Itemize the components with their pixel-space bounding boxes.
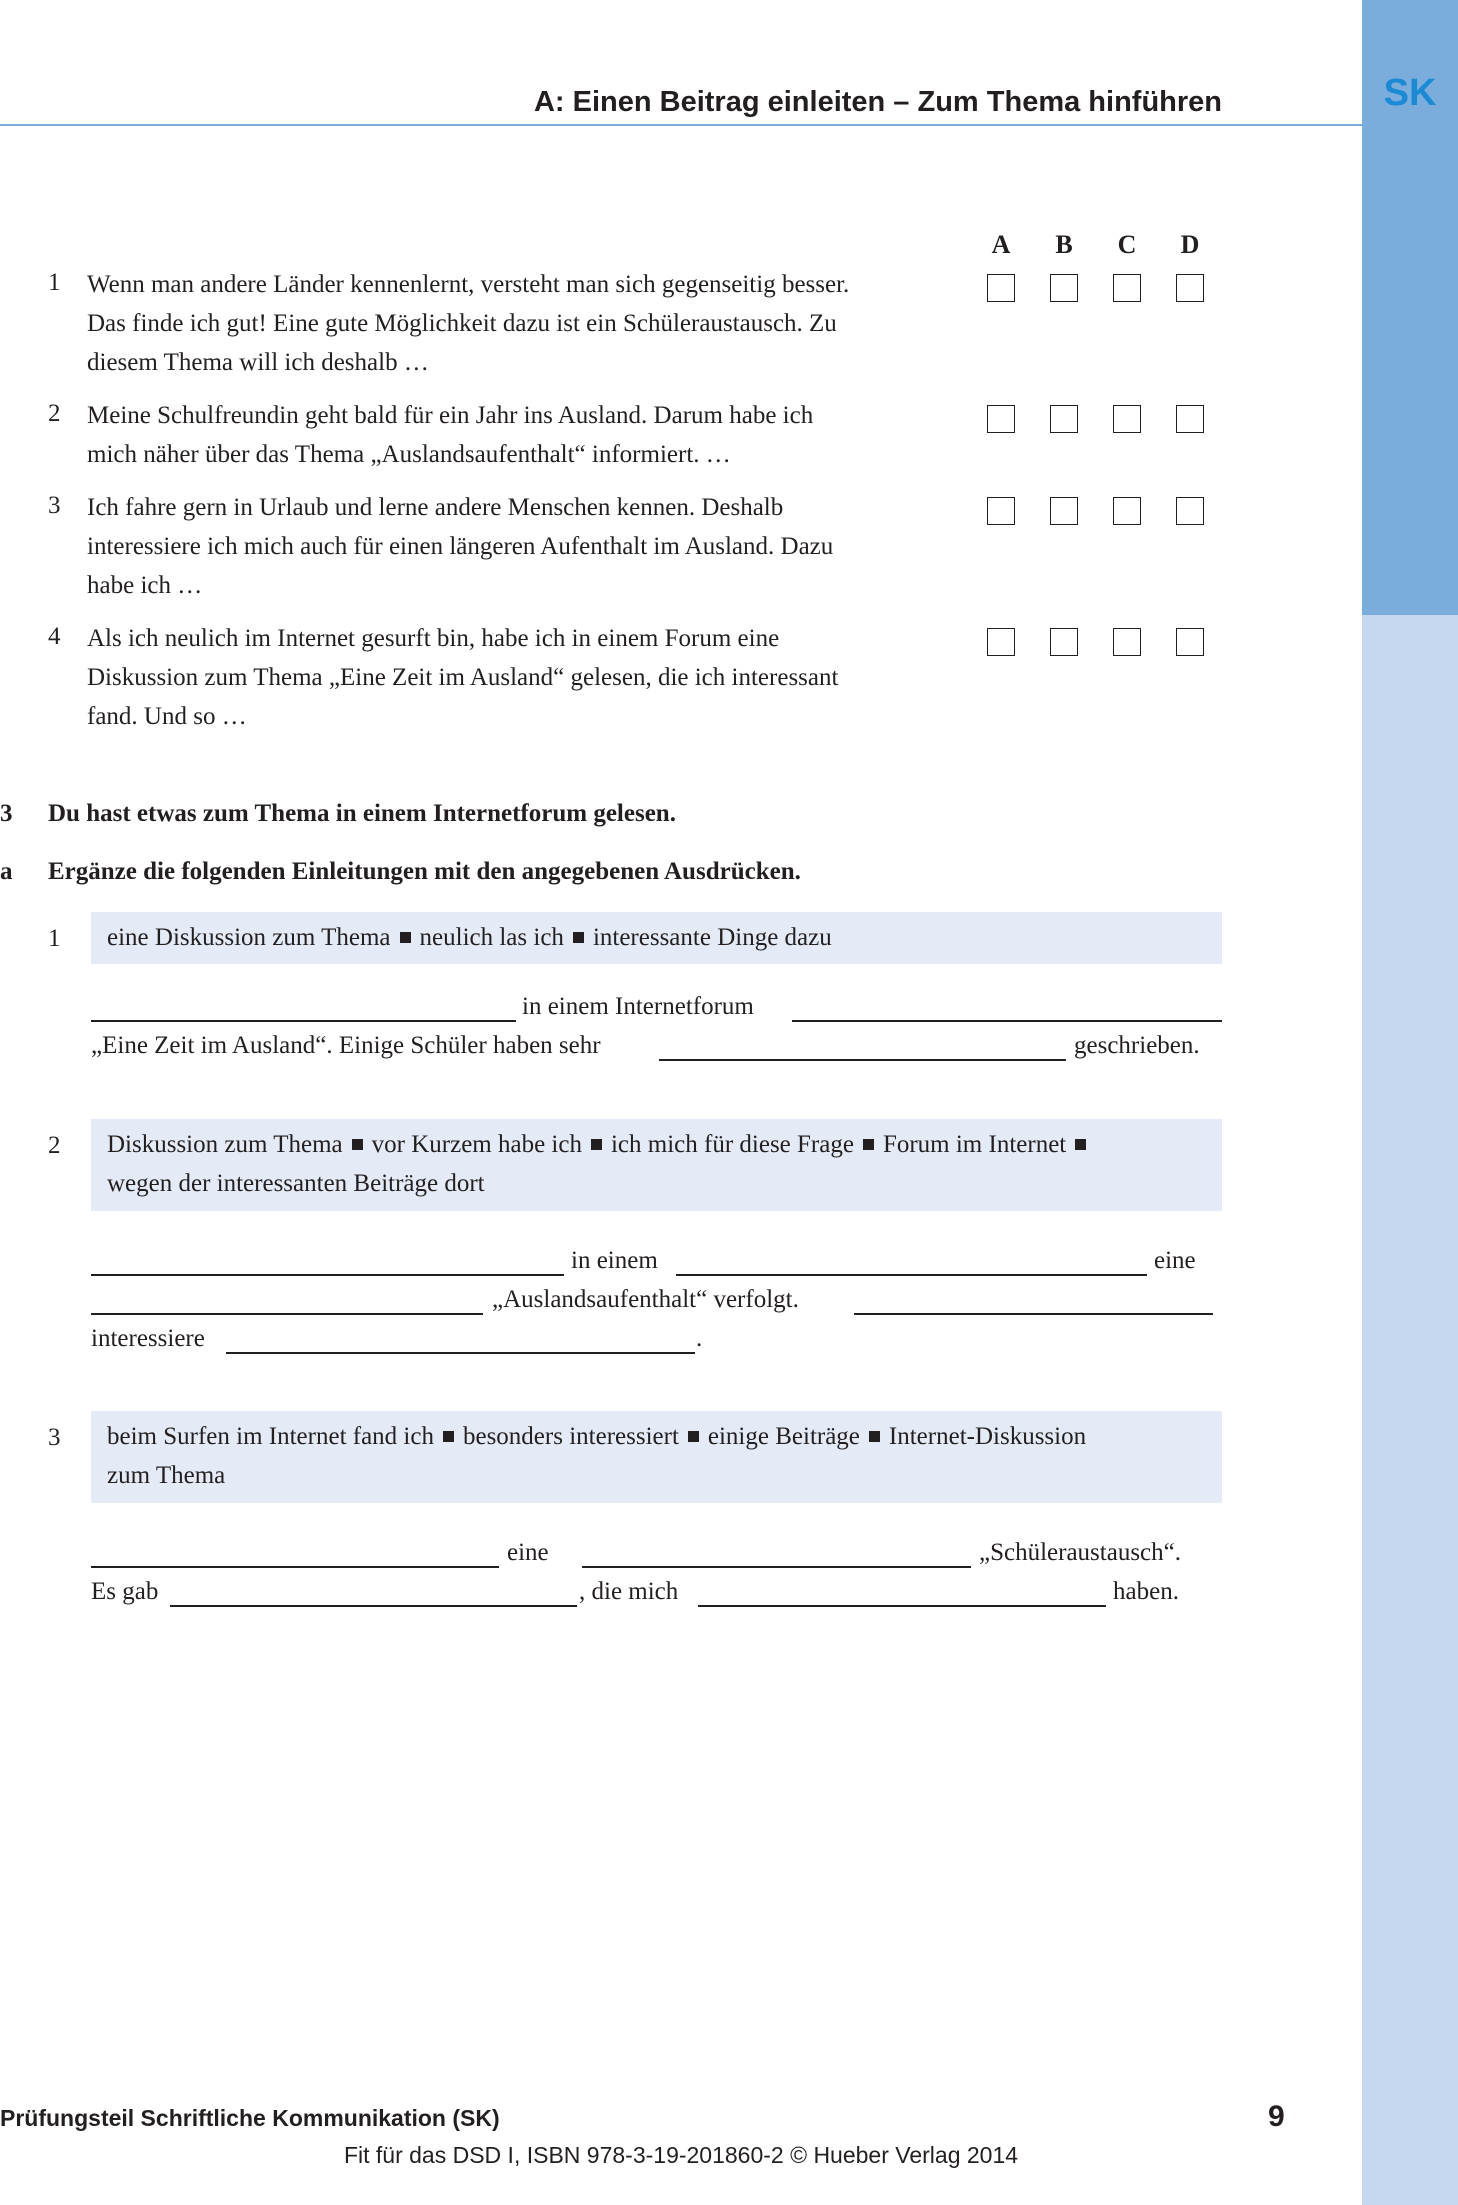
item-text: Wenn man andere Länder kennenlernt, versteht man sich gegenseitig besser. Das finde ich gut! Eine gute Möglichkeit dazu ist ein Schüleraustausch. Zu diesem Thema will ich deshalb …: [87, 271, 850, 376]
footer-isbn: Fit für das DSD I, ISBN 978-3-19-201860-2 © Hueber Verlag 2014: [343, 2142, 1019, 2168]
column-letter-b: B: [1055, 230, 1073, 259]
checkbox-3a[interactable]: [987, 497, 1015, 525]
item-number: 1: [48, 269, 61, 296]
bullet-square-icon: [573, 932, 584, 943]
checkbox-4b[interactable]: [1050, 628, 1078, 656]
bullet-square-icon: [591, 1139, 602, 1150]
item-text: Ich fahre gern in Urlaub und lerne andere Menschen kennen. Deshalb interessiere ich mich auch für einen längeren Aufenthalt im Ausland. Dazu habe ich …: [87, 494, 834, 599]
task-number: 3: [0, 800, 13, 827]
checkbox-2d[interactable]: [1176, 405, 1204, 433]
item-number: 3: [48, 492, 61, 519]
answer-blank[interactable]: [91, 1274, 564, 1276]
checkbox-4d[interactable]: [1176, 628, 1204, 656]
fill-text: „Schüleraustausch“.: [979, 1539, 1182, 1566]
checkbox-2b[interactable]: [1050, 405, 1078, 433]
fill-text: eine: [507, 1539, 549, 1566]
fill-text: in einem: [571, 1247, 658, 1274]
fill-text: „Auslandsaufenthalt“ verfolgt.: [492, 1286, 799, 1313]
checkbox-4a[interactable]: [987, 628, 1015, 656]
checkbox-4c[interactable]: [1113, 628, 1141, 656]
page-number: 9: [1268, 2100, 1285, 2133]
item-text: Meine Schulfreundin geht bald für ein Jahr ins Ausland. Darum habe ich mich näher über das Thema „Auslandsaufenthalt“ informiert. …: [87, 402, 814, 468]
answer-blank[interactable]: [170, 1605, 577, 1607]
fill-text: eine: [1154, 1247, 1196, 1274]
bullet-square-icon: [443, 1431, 454, 1442]
fill-text: in einem Internetforum: [522, 993, 754, 1020]
header-divider: [0, 124, 1362, 126]
checkbox-1d[interactable]: [1176, 274, 1204, 302]
phrase-box: Diskussion zum Thema vor Kurzem habe ich ich mich für diese Frage Forum im Internet wegen der interessanten Beiträge dort: [91, 1119, 1222, 1211]
answer-blank[interactable]: [792, 1020, 1222, 1022]
item-text: Als ich neulich im Internet gesurft bin, habe ich in einem Forum eine Diskussion zum Thema „Eine Zeit im Ausland“ gelesen, die ich interessant fand. Und so …: [87, 625, 839, 730]
phrase-box: beim Surfen im Internet fand ich besonders interessiert einige Beiträge Internet-Diskussion zum Thema: [91, 1411, 1222, 1503]
checkbox-2c[interactable]: [1113, 405, 1141, 433]
phrase-box: eine Diskussion zum Thema neulich las ich interessante Dinge dazu: [91, 912, 1222, 964]
bullet-square-icon: [863, 1139, 874, 1150]
checkbox-1c[interactable]: [1113, 274, 1141, 302]
answer-blank[interactable]: [91, 1020, 516, 1022]
answer-blank[interactable]: [659, 1059, 1066, 1061]
answer-blank[interactable]: [854, 1313, 1213, 1315]
fill-text: haben.: [1113, 1578, 1179, 1605]
fill-text: Es gab: [91, 1578, 159, 1605]
answer-blank[interactable]: [676, 1274, 1147, 1276]
answer-blank[interactable]: [226, 1352, 695, 1354]
exercise-number: 1: [48, 925, 61, 952]
answer-blank[interactable]: [582, 1566, 971, 1568]
bullet-square-icon: [400, 932, 411, 943]
footer-section: Prüfungsteil Schriftliche Kommunikation (SK): [0, 2105, 500, 2131]
item-number: 4: [48, 623, 61, 650]
section-code: SK: [1383, 72, 1437, 114]
exercise-number: 2: [48, 1132, 61, 1159]
fill-text: , die mich: [579, 1578, 679, 1605]
bullet-square-icon: [869, 1431, 880, 1442]
bullet-square-icon: [1075, 1139, 1086, 1150]
checkbox-2a[interactable]: [987, 405, 1015, 433]
checkbox-1a[interactable]: [987, 274, 1015, 302]
exercise-number: 3: [48, 1424, 61, 1451]
bullet-square-icon: [688, 1431, 699, 1442]
fill-text: „Eine Zeit im Ausland“. Einige Schüler haben sehr: [91, 1032, 601, 1059]
column-letter-a: A: [991, 230, 1011, 259]
task-heading: Du hast etwas zum Thema in einem Internetforum gelesen.: [48, 800, 676, 827]
subtask-instruction: Ergänze die folgenden Einleitungen mit den angegebenen Ausdrücken.: [48, 858, 801, 885]
checkbox-3d[interactable]: [1176, 497, 1204, 525]
bullet-square-icon: [352, 1139, 363, 1150]
column-letter-c: C: [1117, 230, 1137, 259]
fill-text: interessiere: [91, 1325, 205, 1352]
checkbox-3b[interactable]: [1050, 497, 1078, 525]
checkbox-3c[interactable]: [1113, 497, 1141, 525]
column-letter-d: D: [1180, 230, 1200, 259]
checkbox-1b[interactable]: [1050, 274, 1078, 302]
page-title: A: Einen Beitrag einleiten – Zum Thema hinführen: [533, 86, 1222, 118]
answer-blank[interactable]: [91, 1566, 499, 1568]
answer-blank[interactable]: [91, 1313, 483, 1315]
item-number: 2: [48, 400, 61, 427]
answer-blank[interactable]: [698, 1605, 1106, 1607]
subtask-letter: a: [0, 858, 13, 885]
fill-text: geschrieben.: [1074, 1032, 1200, 1059]
fill-text: .: [696, 1325, 703, 1352]
